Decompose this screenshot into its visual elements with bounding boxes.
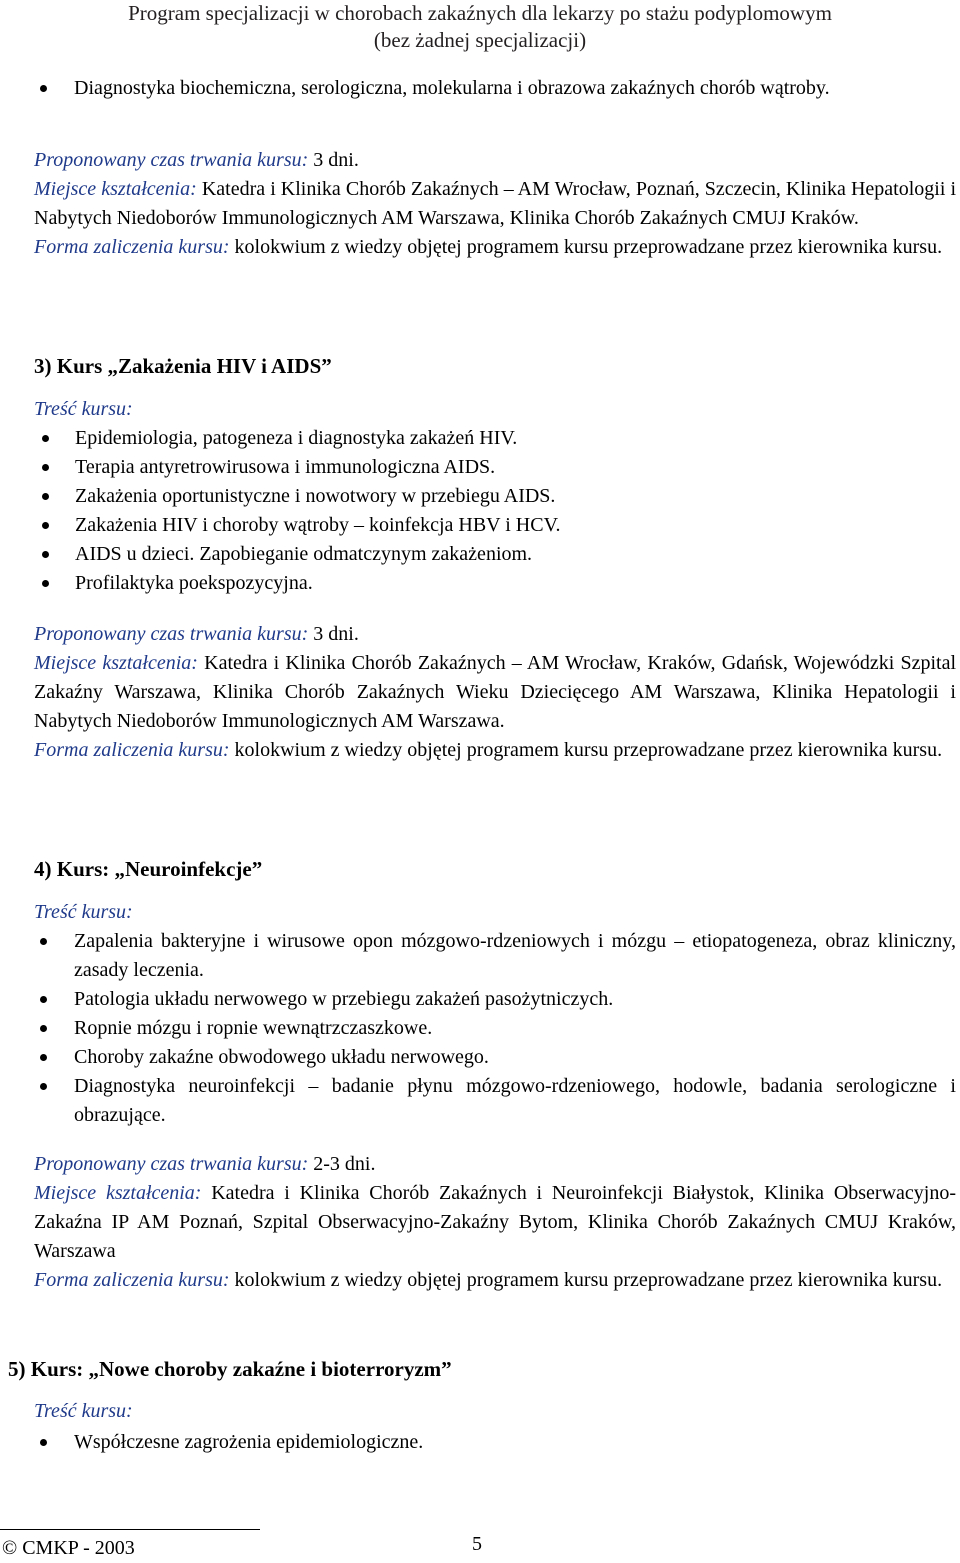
course4-form xyxy=(34,1266,956,1295)
time-value: 2-3 dni. xyxy=(313,1153,376,1175)
course4-content xyxy=(34,898,956,927)
course5-content xyxy=(34,1397,956,1426)
course5-list xyxy=(0,1428,956,1457)
list-item: Zakażenia HIV i choroby wątroby – koinfekcja HBV i HCV. xyxy=(0,511,956,540)
form-label: Forma zaliczenia kursu: xyxy=(34,1269,230,1291)
course3-form xyxy=(34,736,956,765)
list-item: Zakażenia oportunistyczne i nowotwory w przebiegu AIDS. xyxy=(0,482,956,511)
time-label: Proponowany czas trwania kursu: xyxy=(34,1153,309,1175)
place-label: Miejsce kształcenia: xyxy=(34,652,198,674)
list-item: Współczesne zagrożenia epidemiologiczne. xyxy=(0,1428,956,1457)
course4-list xyxy=(0,927,956,1130)
course2-time xyxy=(34,146,956,175)
course4-place xyxy=(34,1179,956,1266)
footer-copyright: © CMKP - 2003 xyxy=(2,1537,135,1559)
list-item: Profilaktyka poekspozycyjna. xyxy=(0,569,956,598)
running-header xyxy=(0,0,960,54)
list-item: Patologia układu nerwowego w przebiegu zakażeń pasożytniczych. xyxy=(0,985,956,1014)
form-label: Forma zaliczenia kursu: xyxy=(34,236,230,258)
course3-section xyxy=(34,352,956,381)
course2-form xyxy=(34,233,956,262)
list-item: Terapia antyretrowirusowa i immunologiczna AIDS. xyxy=(0,453,956,482)
place-value: Katedra i Klinika Chorób Zakaźnych – AM Wrocław, Kraków, Gdańsk, Wojewódzki Szpital Zakaźny Warszawa, Klinika Chorób Zakaźnych Wieku Dziecięcego AM Warszawa, Klinika Hepatologii i Nabytych Niedoborów Immunologicznych AM Warszawa. xyxy=(34,652,957,732)
content-label: Treść kursu: xyxy=(34,398,133,420)
course3-place xyxy=(34,649,956,736)
header-line-2: (bez żadnej specjalizacji) xyxy=(373,28,587,52)
course3-title: 3) Kurs „Zakażenia HIV i AIDS” xyxy=(34,354,332,378)
course5-list-wrap xyxy=(0,1428,956,1457)
list-item: Epidemiologia, patogeneza i diagnostyka zakażeń HIV. xyxy=(0,424,956,453)
form-label: Forma zaliczenia kursu: xyxy=(34,739,230,761)
course4-section xyxy=(34,855,956,884)
course2-list xyxy=(0,74,956,103)
course2-details xyxy=(34,146,956,262)
footer-rule xyxy=(0,1529,260,1530)
header-line-1: Program specjalizacji w chorobach zakaźnych dla lekarzy po stażu podyplomowym xyxy=(128,1,832,25)
course5-section xyxy=(8,1355,930,1384)
course3-details xyxy=(34,620,956,765)
list-item: Ropnie mózgu i ropnie wewnątrzczaszkowe. xyxy=(0,1014,956,1043)
page-number: 5 xyxy=(472,1533,482,1555)
course2-place xyxy=(34,175,956,233)
form-value: kolokwium z wiedzy objętej programem kursu przeprowadzane przez kierownika kursu. xyxy=(234,739,943,761)
course2-tail xyxy=(0,74,956,103)
content-label: Treść kursu: xyxy=(34,901,133,923)
course3-list-wrap xyxy=(0,424,956,598)
form-value: kolokwium z wiedzy objętej programem kursu przeprowadzane przez kierownika kursu. xyxy=(234,236,943,258)
list-item: AIDS u dzieci. Zapobieganie odmatczynym zakażeniom. xyxy=(0,540,956,569)
form-value: kolokwium z wiedzy objętej programem kursu przeprowadzane przez kierownika kursu. xyxy=(234,1269,943,1291)
list-item: Zapalenia bakteryjne i wirusowe opon mózgowo-rdzeniowych i mózgu – etiopatogeneza, obraz kliniczny, zasady leczenia. xyxy=(0,927,956,985)
list-item: Diagnostyka biochemiczna, serologiczna, molekularna i obrazowa zakaźnych chorób wątroby. xyxy=(0,74,956,103)
content-label: Treść kursu: xyxy=(34,1400,133,1422)
list-item: Choroby zakaźne obwodowego układu nerwowego. xyxy=(0,1043,956,1072)
time-label: Proponowany czas trwania kursu: xyxy=(34,623,309,645)
place-value: Katedra i Klinika Chorób Zakaźnych – AM Wrocław, Poznań, Szczecin, Klinika Hepatologii i Nabytych Niedoborów Immunologicznych AM Warszawa, Klinika Chorób Zakaźnych CMUJ Kraków. xyxy=(34,178,956,229)
course3-list xyxy=(0,424,956,598)
place-label: Miejsce kształcenia: xyxy=(34,178,197,200)
time-value: 3 dni. xyxy=(313,149,359,171)
course4-time xyxy=(34,1150,956,1179)
course4-details xyxy=(34,1150,956,1295)
course3-content xyxy=(34,395,956,424)
place-value: Katedra i Klinika Chorób Zakaźnych i Neuroinfekcji Białystok, Klinika Obserwacyjno-Zakaźna IP AM Poznań, Szpital Obserwacyjno-Zakaźny Bytom, Klinika Chorób Zakaźnych CMUJ Kraków, Warszawa xyxy=(34,1182,956,1262)
course4-title: 4) Kurs: „Neuroinfekcje” xyxy=(34,857,263,881)
course3-time xyxy=(34,620,956,649)
list-item: Diagnostyka neuroinfekcji – badanie płynu mózgowo-rdzeniowego, hodowle, badania serologiczne i obrazujące. xyxy=(0,1072,956,1130)
time-label: Proponowany czas trwania kursu: xyxy=(34,149,309,171)
place-label: Miejsce kształcenia: xyxy=(34,1182,202,1204)
course4-list-wrap xyxy=(0,927,956,1130)
course5-title: 5) Kurs: „Nowe choroby zakaźne i bioterroryzm” xyxy=(8,1357,452,1381)
time-value: 3 dni. xyxy=(313,623,359,645)
